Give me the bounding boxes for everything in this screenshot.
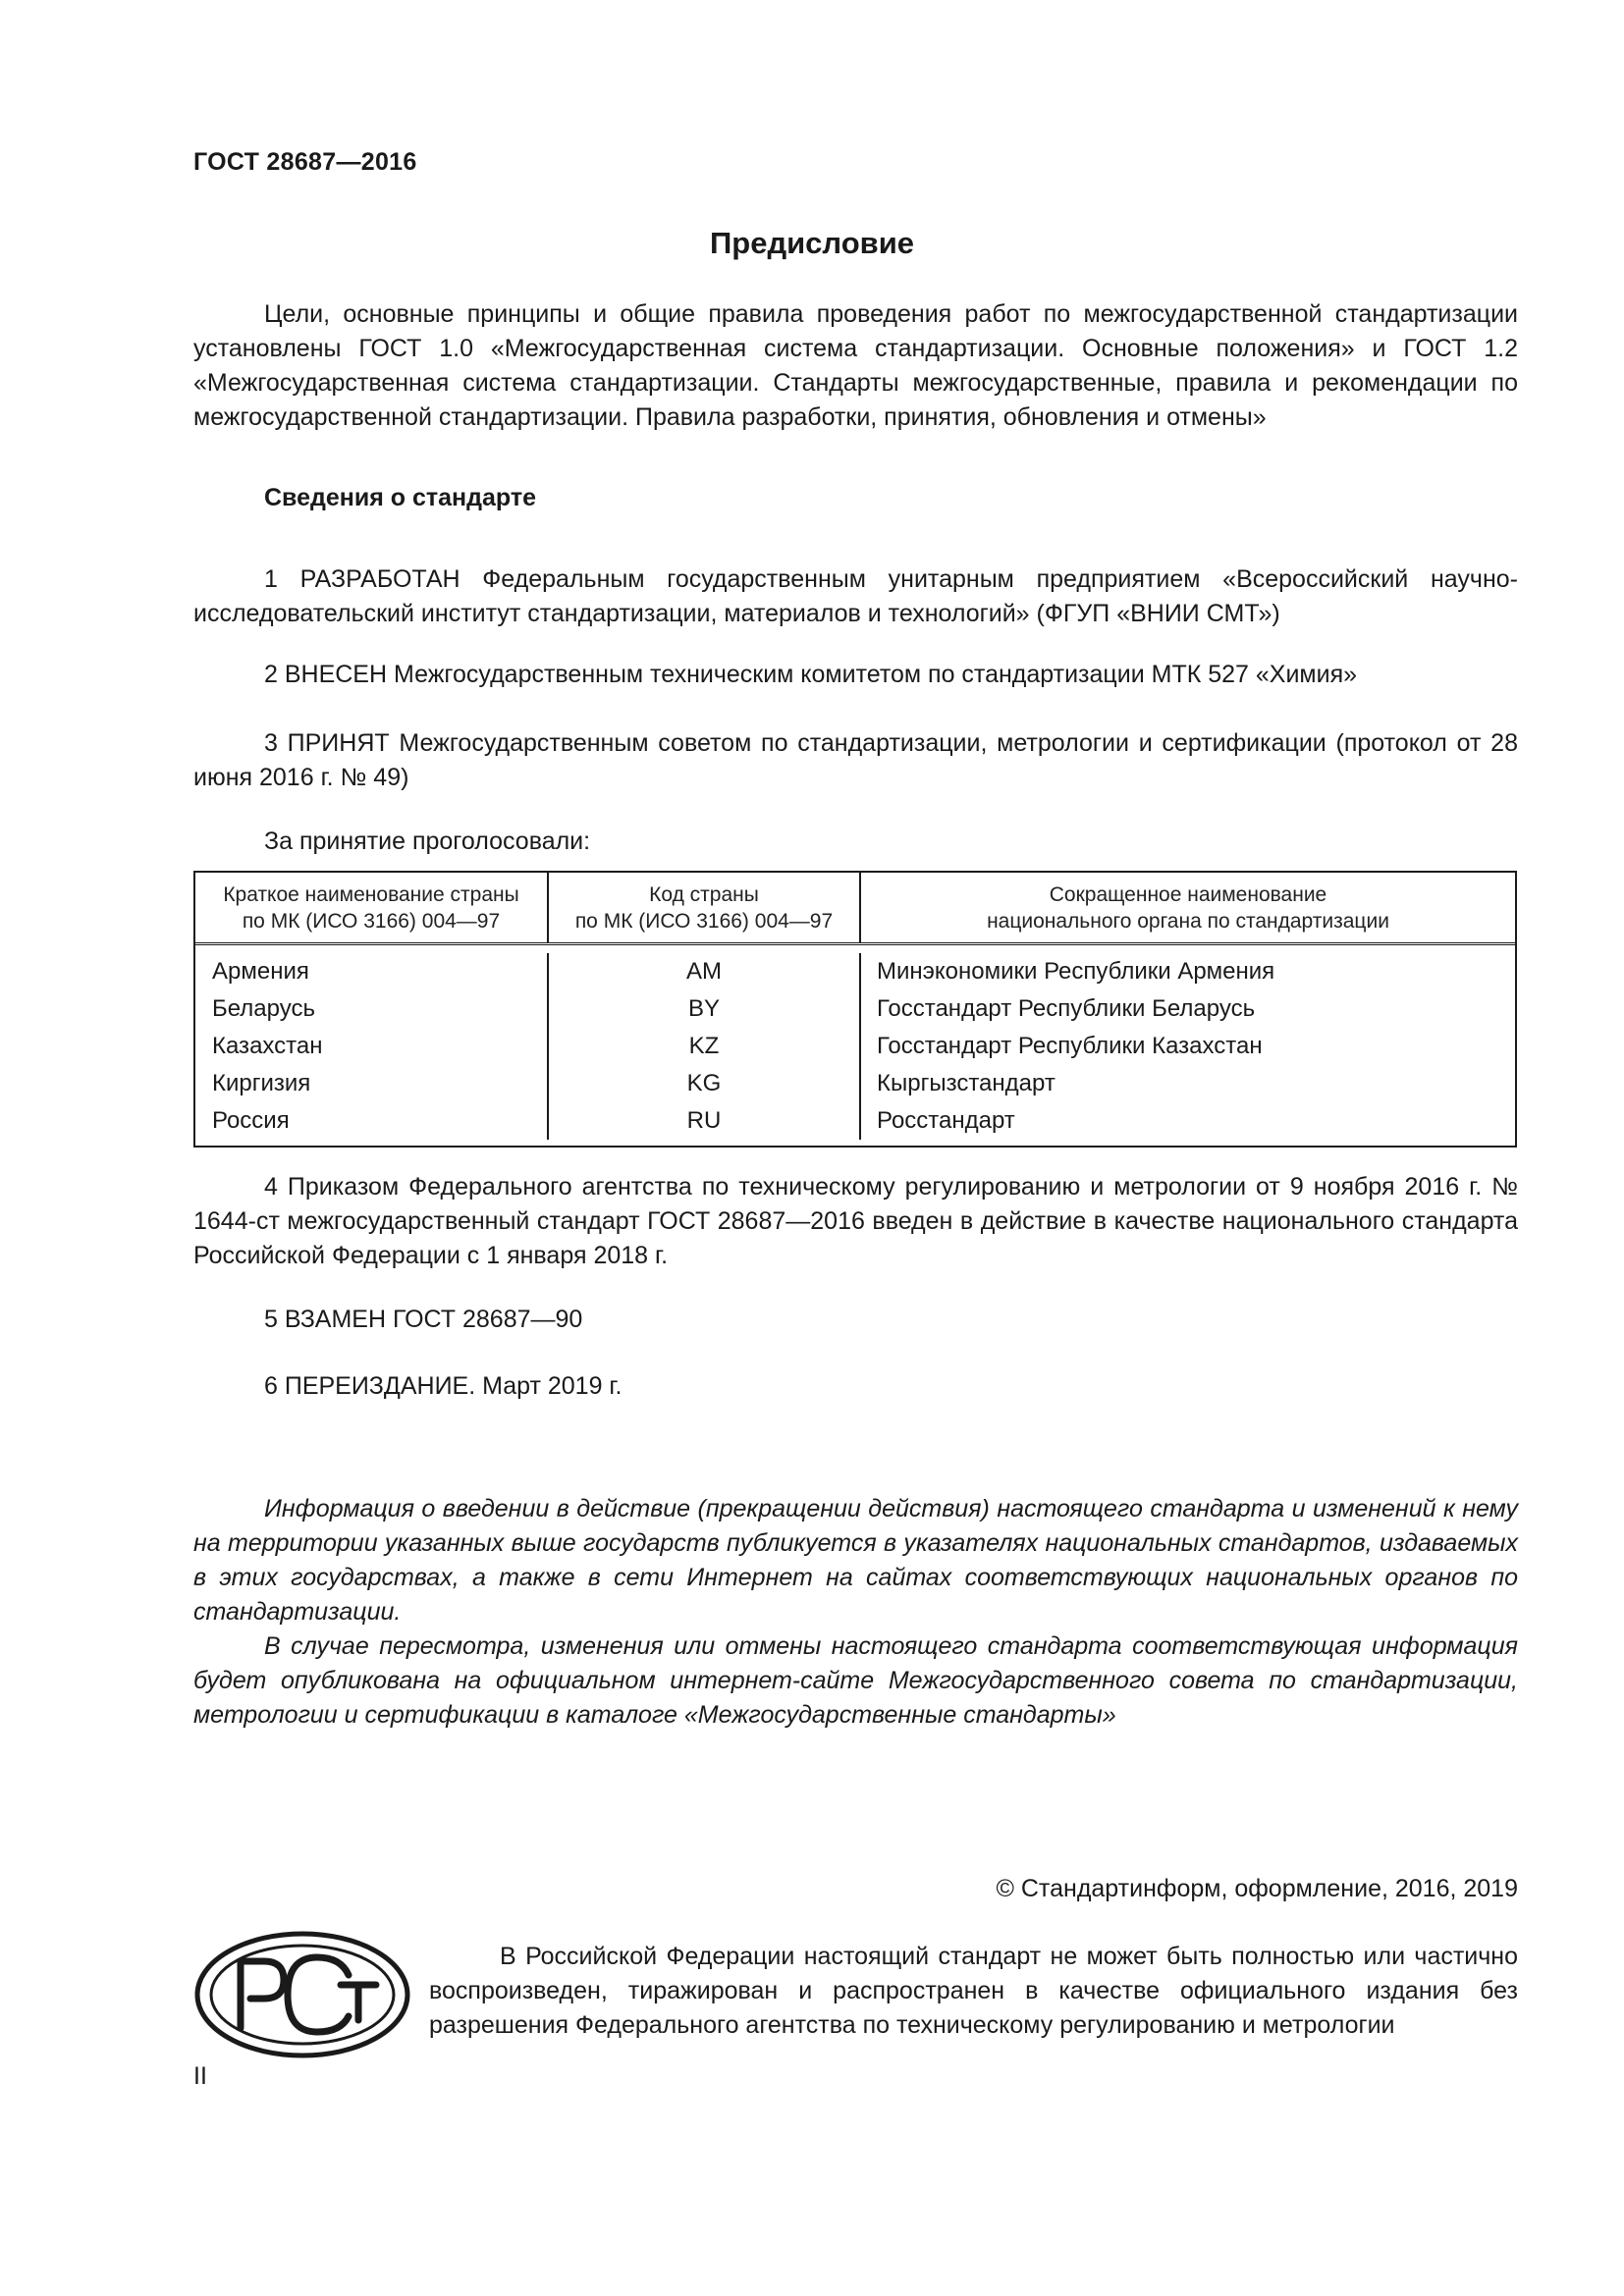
- item-introduced-by: 2 ВНЕСЕН Межгосударственным техническим комитетом по стандартизации МТК 527 «Химия»: [264, 661, 1358, 688]
- item-developed-by: 1 РАЗРАБОТАН Федеральным государственным унитарным предприятием «Всероссийский научно-исследовательский институт стандартизации, материалов и технологий» (ФГУП «ВНИИ СМТ»): [193, 565, 1518, 627]
- table-cell-body: Госстандарт Республики Беларусь: [877, 995, 1256, 1022]
- table-header-row: [195, 873, 1515, 945]
- table-body: [195, 945, 1515, 1146]
- table-cell-body: Минэкономики Республики Армения: [877, 958, 1275, 985]
- table-header-country: Краткое наименование страны по МК (ИСО 3166) 004—97: [195, 873, 549, 942]
- rst-certification-mark-icon: [193, 1930, 411, 2059]
- item-adopted-by: 3 ПРИНЯТ Межгосударственным советом по стандартизации, метрологии и сертификации (протокол от 28 июня 2016 г. № 49): [193, 729, 1518, 791]
- document-code: ГОСТ 28687—2016: [193, 148, 417, 176]
- page-number: II: [193, 2062, 207, 2090]
- table-cell-code: KZ: [688, 1033, 720, 1059]
- table-cell-country: Казахстан: [212, 1033, 323, 1059]
- table-header-code: Код страны по МК (ИСО 3166) 004—97: [549, 873, 861, 942]
- table-column-code: [549, 953, 861, 1140]
- page-title: Предисловие: [709, 226, 914, 260]
- item-replaces: 5 ВЗАМЕН ГОСТ 28687—90: [264, 1306, 583, 1333]
- item-reissue: 6 ПЕРЕИЗДАНИЕ. Март 2019 г.: [264, 1372, 623, 1400]
- note-paragraph-info: Информация о введении в действие (прекращении действия) настоящего стандарта и изменений к нему на территории указанных выше государств публикуется в указателях национальных стандартов, издаваемых в этих государствах, а также в сети Интернет на сайтах соответствующих национальных органов по стандартизации.: [193, 1495, 1518, 1626]
- table-cell-country: Россия: [212, 1107, 290, 1134]
- table-column-country: [195, 953, 549, 1140]
- table-cell-code: RU: [686, 1107, 722, 1134]
- table-cell-country: Киргизия: [212, 1070, 311, 1096]
- table-cell-country: Беларусь: [212, 995, 315, 1022]
- table-cell-code: KG: [686, 1070, 722, 1096]
- voting-countries-table: [193, 871, 1517, 1148]
- voted-caption: За принятие проголосовали:: [264, 828, 591, 855]
- table-cell-body: Госстандарт Республики Казахстан: [877, 1033, 1263, 1059]
- table-column-body: [861, 953, 1515, 1140]
- table-header-body: Сокращенное наименование национального органа по стандартизации: [987, 882, 1389, 933]
- copyright-line: © Стандартинформ, оформление, 2016, 2019: [996, 1875, 1518, 1902]
- note-paragraph-revision: В случае пересмотра, изменения или отмены настоящего стандарта соответствующая информация будет опубликована на официальном интернет-сайте Межгосударственного совета по стандартизации, метрологии и сертификации в каталоге «Межгосударственные стандарты»: [193, 1632, 1518, 1729]
- table-cell-body: Росстандарт: [877, 1107, 1015, 1134]
- table-cell-code: AM: [686, 958, 722, 985]
- section-heading-standard-info: Сведения о стандарте: [264, 484, 537, 511]
- table-cell-code: BY: [687, 995, 720, 1022]
- intro-paragraph: Цели, основные принципы и общие правила проведения работ по межгосударственной стандартизации установлены ГОСТ 1.0 «Межгосударственная система стандартизации. Основные положения» и ГОСТ 1.2 «Межгосударственная система стандартизации. Стандарты межгосударственные, правила и рекомендации по межгосударственной стандартизации. Правила разработки, принятия, обновления и отмены»: [193, 300, 1518, 431]
- table-cell-country: Армения: [212, 958, 309, 985]
- table-cell-body: Кыргызстандарт: [877, 1070, 1056, 1096]
- legal-notice: В Российской Федерации настоящий стандарт не может быть полностью или частично воспроизведен, тиражирован и распространен в качестве официального издания без разрешения Федерального агентства по техническому регулированию и метрологии: [429, 1943, 1518, 2039]
- item-order-enactment: 4 Приказом Федерального агентства по техническому регулированию и метрологии от 9 ноября 2016 г. № 1644-ст межгосударственный стандарт ГОСТ 28687—2016 введен в действие в качестве национального стандарта Российской Федерации с 1 января 2018 г.: [193, 1173, 1518, 1269]
